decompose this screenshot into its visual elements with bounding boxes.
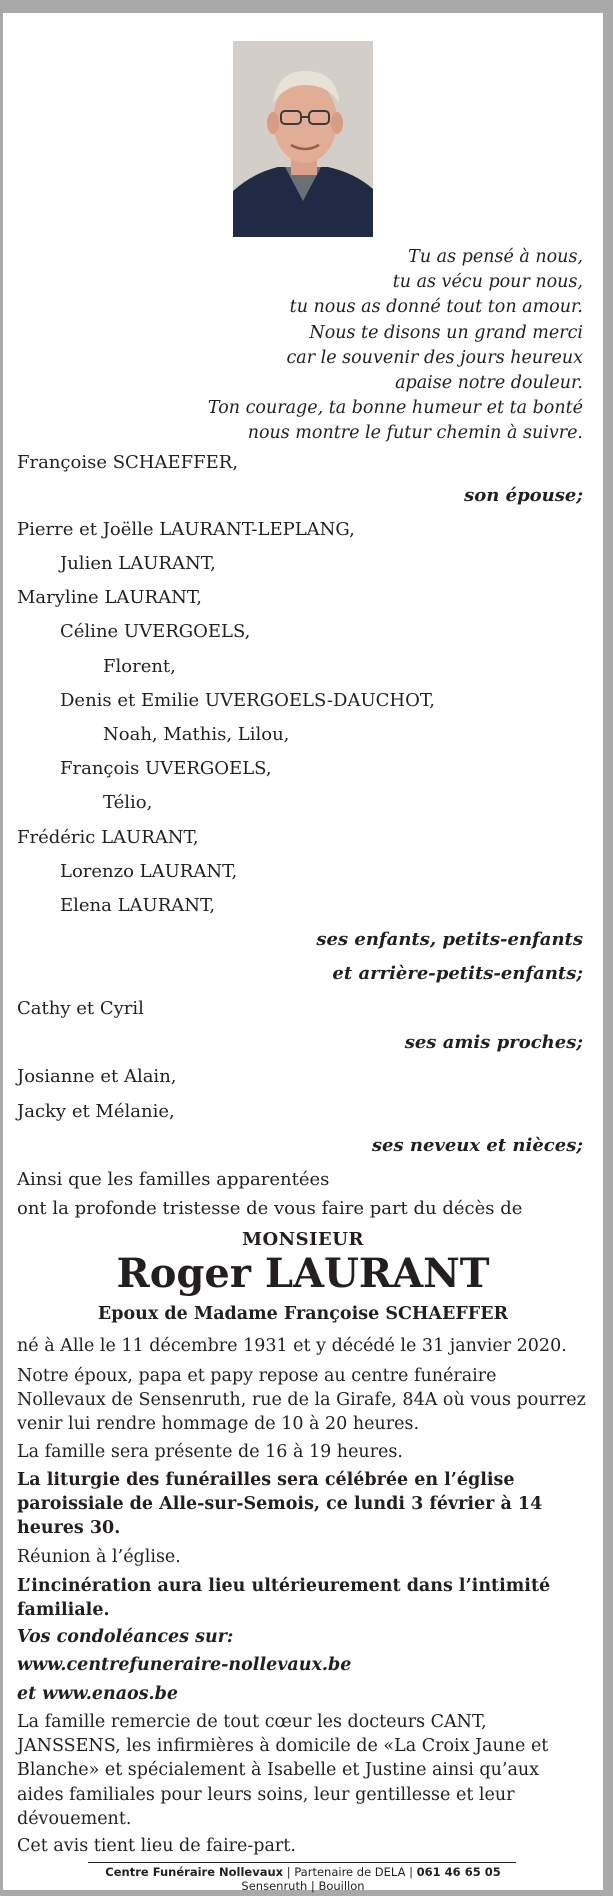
condolences-url-2[interactable]: et www.enaos.be	[17, 1684, 179, 1704]
company-name: Centre Funéraire Nollevaux	[105, 1865, 284, 1879]
spouse-role: son épouse;	[464, 485, 583, 506]
poem-line: car le souvenir des jours heureux	[286, 347, 583, 368]
family-member: Pierre et Joëlle LAURANT-LEPLANG,	[17, 519, 355, 540]
family-member: Florent,	[103, 656, 176, 677]
deceased-name: Roger LAURANT	[116, 1250, 490, 1297]
family-member: Frédéric LAURANT,	[17, 827, 199, 848]
announcement-line: ont la profonde tristesse de vous faire part du décès de	[17, 1198, 523, 1219]
thanks: La famille remercie de tout cœur les docteurs CANT, JANSSENS, les infirmières à domicile de «La Croix Jaune et Blanche» et spécialement à Isabelle et Justine ainsi qu’aux aides familiales pour leurs soins, leur gentillesse et leur dévouement.	[17, 1712, 549, 1829]
obituary-card	[3, 13, 603, 1893]
deceased-spouse: Epoux de Madame Françoise SCHAEFFER	[97, 1304, 509, 1324]
footer-divider	[88, 1862, 516, 1863]
nephew-line: Jacky et Mélanie,	[17, 1101, 175, 1122]
cremation: L’incinération aura lieu ultérieurement dans l’intimité familiale.	[17, 1576, 551, 1621]
poem-line: apaise notre douleur.	[395, 373, 583, 394]
portrait-photo	[233, 41, 373, 237]
phone: 061 46 65 05	[416, 1865, 501, 1879]
children-role: ses enfants, petits-enfants	[316, 929, 583, 950]
notice: Cet avis tient lieu de faire-part.	[17, 1836, 296, 1856]
spouse-name: Françoise SCHAEFFER,	[17, 452, 239, 473]
family-member: Lorenzo LAURANT,	[60, 861, 238, 882]
partner: Partenaire de DELA	[294, 1865, 406, 1879]
poem-line: nous montre le futur chemin à suivre.	[247, 423, 583, 444]
poem-line: Ton courage, ta bonne humeur et ta bonté	[207, 398, 583, 419]
poem-line: Tu as pensé à nous,	[408, 247, 583, 267]
family-member: Denis et Emilie UVERGOELS-DAUCHOT,	[60, 690, 435, 711]
family-member: Elena LAURANT,	[60, 895, 216, 916]
footer	[3, 1865, 603, 1893]
condolences-label: Vos condoléances sur:	[17, 1627, 234, 1647]
deceased-title: MONSIEUR	[242, 1229, 364, 1250]
birth-death: né à Alle le 11 décembre 1931 et y décédé le 31 janvier 2020.	[17, 1336, 567, 1356]
announcement-line: Ainsi que les familles apparentées	[17, 1169, 330, 1190]
footer-locations: Sensenruth | Bouillon	[241, 1879, 365, 1893]
nephews-role: ses neveux et nièces;	[371, 1135, 583, 1156]
poem-line: tu nous as donné tout ton amour.	[289, 297, 583, 318]
poem-line: tu as vécu pour nous,	[392, 272, 583, 293]
poem-line: Nous te disons un grand merci	[309, 322, 583, 343]
rest-place: Notre époux, papa et papy repose au centre funéraire Nollevaux de Sensenruth, rue de la Girafe, 84A où vous pourrez venir lui rendre hommage de 10 à 20 heures.	[17, 1366, 586, 1435]
poem	[63, 245, 583, 447]
family-member: François UVERGOELS,	[60, 758, 272, 779]
family-member: Céline UVERGOELS,	[60, 621, 251, 642]
family-member: Télio,	[103, 792, 153, 813]
family-presence: La famille sera présente de 16 à 19 heures.	[17, 1442, 403, 1462]
separator: |	[286, 1865, 291, 1879]
footer-line-1	[3, 1865, 603, 1879]
family-member: Maryline LAURANT,	[17, 587, 202, 608]
friends: Cathy et Cyril	[17, 998, 144, 1019]
liturgy: La liturgie des funérailles sera célébrée en l’église paroissiale de Alle-sur-Semois, ce lundi 3 février à 14 heures 30.	[17, 1470, 543, 1539]
nephew-line: Josianne et Alain,	[17, 1066, 177, 1087]
friends-role: ses amis proches;	[404, 1032, 583, 1053]
family-member: Noah, Mathis, Lilou,	[103, 724, 290, 745]
grandchildren-role: et arrière-petits-enfants;	[332, 963, 583, 984]
condolences-url[interactable]: www.centrefuneraire-nollevaux.be	[17, 1655, 352, 1675]
family-member: Julien LAURANT,	[60, 553, 216, 574]
meeting: Réunion à l’église.	[17, 1547, 181, 1567]
separator: |	[409, 1865, 414, 1879]
